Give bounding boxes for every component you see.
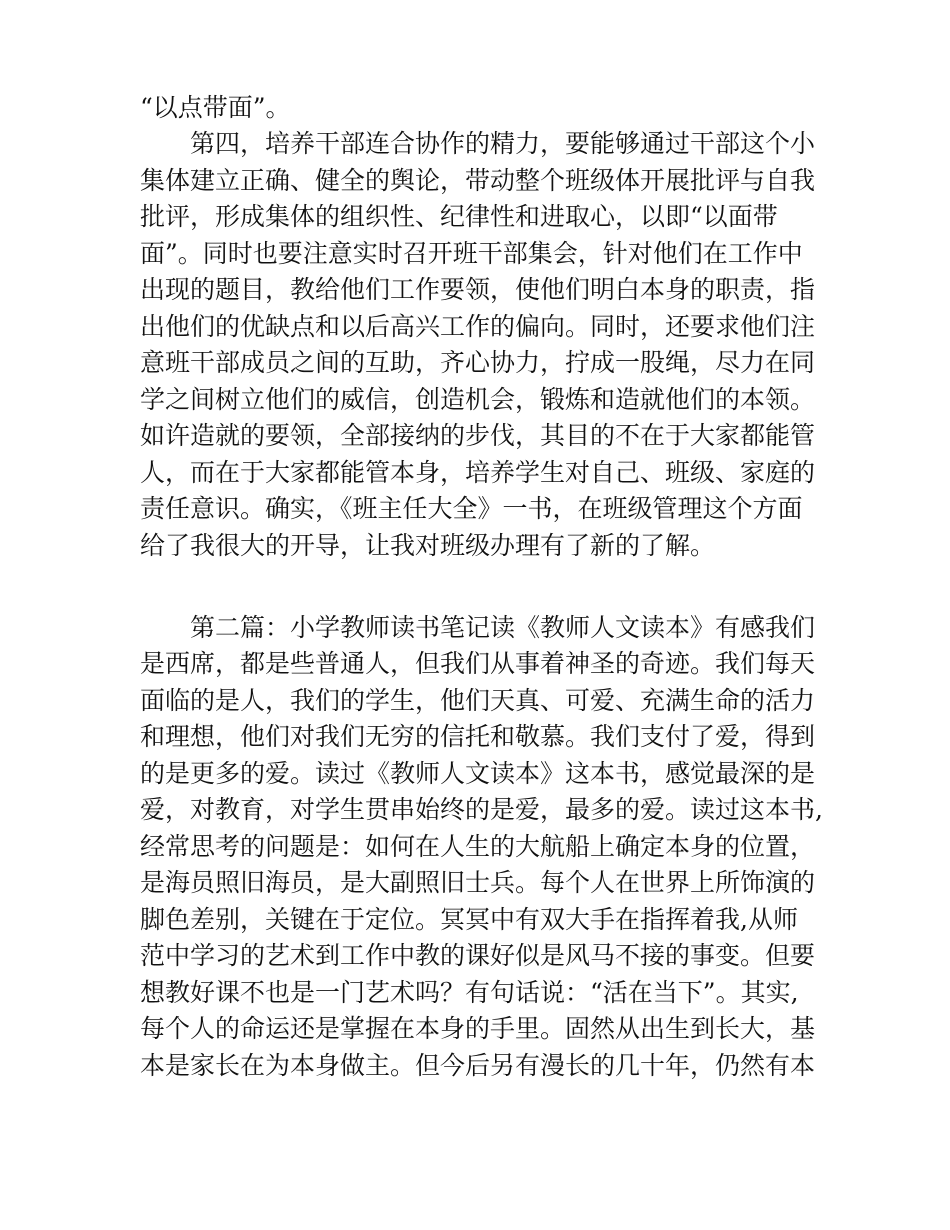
text-line: 出他们的优缺点和以后高兴工作的偏向。同时，还要求他们注 [140, 312, 816, 341]
text-line: 爱，对教育，对学生贯串始终的是爱，最多的爱。读过这本书, [140, 795, 823, 824]
paragraph-start-line: 第四，培养干部连合协作的精力，要能够通过干部这个小 [190, 129, 816, 158]
text-line: 批评，形成集体的组织性、纪律性和进取心，以即“以面带 [140, 202, 778, 231]
text-line: “以点带面”。 [140, 93, 291, 122]
text-line: 是海员照旧海员，是大副照旧士兵。每个人在世界上所饰演的 [140, 868, 816, 897]
text-line: 本是家长在为本身做主。但今后另有漫长的几十年，仍然有本 [140, 1051, 816, 1080]
text-line: 意班干部成员之间的互助，齐心协力，拧成一股绳，尽力在同 [140, 348, 816, 377]
text-line: 责任意识。确实，《班主任大全》一书，在班级管理这个方面 [140, 494, 803, 523]
text-line: 人，而在于大家都能管本身，培养学生对自己、班级、家庭的 [140, 458, 816, 487]
text-line: 脚色差别，关键在于定位。冥冥中有双大手在指挥着我,从师 [140, 905, 798, 934]
text-line: 和理想，他们对我们无穷的信托和敬慕。我们支付了爱，得到 [140, 722, 816, 751]
text-line: 经常思考的问题是：如何在人生的大航船上确定本身的位置， [140, 832, 816, 861]
text-line: 给了我很大的开导，让我对班级办理有了新的了解。 [140, 531, 716, 560]
text-line: 出现的题目，教给他们工作要领，使他们明白本身的职责，指 [140, 275, 816, 304]
text-line: 面临的是人，我们的学生，他们天真、可爱、充满生命的活力 [140, 686, 816, 715]
text-line: 是西席，都是些普通人，但我们从事着神圣的奇迹。我们每天 [140, 649, 816, 678]
text-line: 范中学习的艺术到工作中教的课好似是风马不接的事变。但要 [140, 941, 816, 970]
text-line: 面”。同时也要注意实时召开班干部集会，针对他们在工作中 [140, 239, 803, 268]
text-line: 学之间树立他们的威信，创造机会，锻炼和造就他们的本领。 [140, 385, 816, 414]
text-line: 想教好课不也是一门艺术吗？有句话说：“活在当下”。其实, [140, 978, 799, 1007]
text-line: 每个人的命运还是掌握在本身的手里。固然从出生到长大，基 [140, 1014, 816, 1043]
text-line: 集体建立正确、健全的舆论，带动整个班级体开展批评与自我 [140, 166, 816, 195]
section-heading-line: 第二篇：小学教师读书笔记读《教师人文读本》有感我们 [190, 613, 816, 642]
text-line: 的是更多的爱。读过《教师人文读本》这本书，感觉最深的是 [140, 759, 816, 788]
text-line: 如许造就的要领，全部接纳的步伐，其目的不在于大家都能管 [140, 421, 816, 450]
